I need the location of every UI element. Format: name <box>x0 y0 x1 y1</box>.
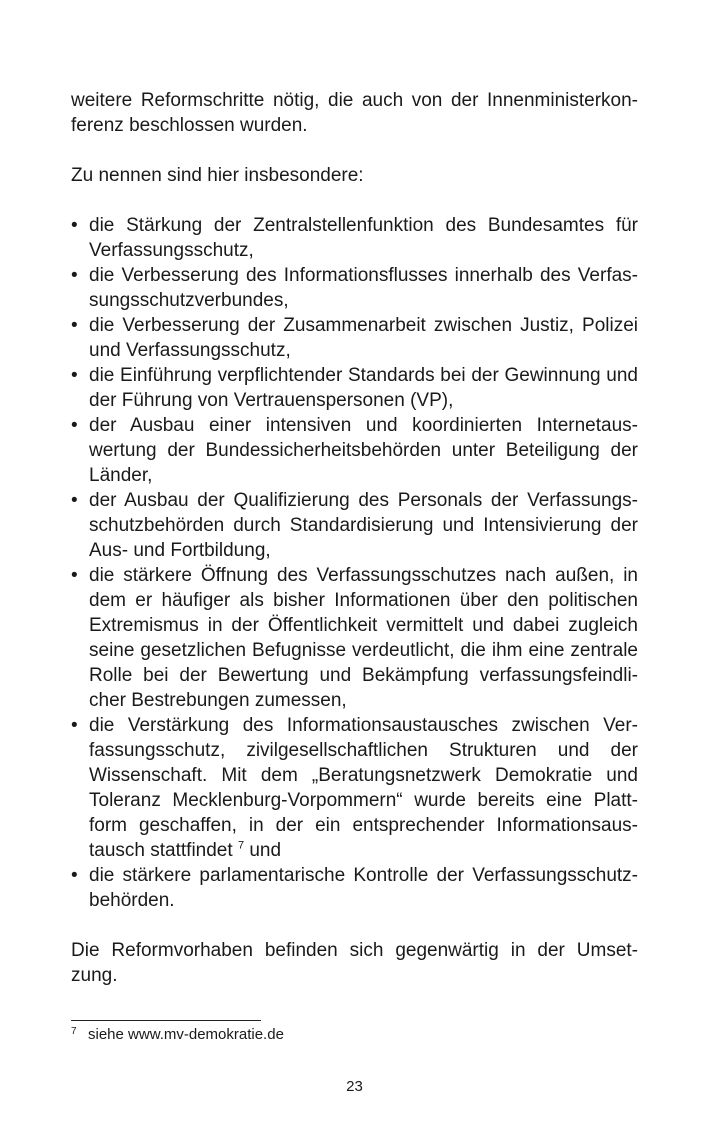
list-item <box>71 213 638 263</box>
page-number: 23 <box>346 1078 363 1095</box>
footnote-text: siehe www.mv-demokratie.de <box>88 1026 284 1043</box>
bullet-list <box>71 213 638 913</box>
paragraph-gap <box>71 138 638 163</box>
list-item-text: der Ausbau der Qualifizierung des Personals der Verfassungs-schutzbehörden durch Standardisierung und Intensivierung der Aus- und Fortbildung, <box>89 490 638 561</box>
bullet-marker: • <box>71 265 78 286</box>
list-item-text: die Einführung verpflichtender Standards bei der Gewinnung und der Führung von Vertrauenspersonen (VP), <box>89 365 638 411</box>
list-item-text: die Verbesserung der Zusammenarbeit zwischen Justiz, Polizei und Verfassungsschutz, <box>89 315 638 361</box>
list-item <box>71 363 638 413</box>
list-item <box>71 313 638 363</box>
footnote-divider <box>71 1020 261 1021</box>
list-item-text: die Verstärkung des Informationsaustausches zwischen Ver-fassungsschutz, zivilgesellschaftlichen Strukturen und der Wissenschaft. Mit dem „Beratungsnetzwerk Demokratie und Toleranz Mecklenburg-Vorpommern“ wurde bereits eine Platt-form geschaffen, in der ein entsprechender Informationsaus-tausch stattfindet <box>89 715 638 861</box>
footnote-number: 7 <box>71 1026 77 1037</box>
paragraph-gap <box>71 188 638 213</box>
list-item-text: die Verbesserung des Informationsflusses innerhalb des Verfas-sungsschutzverbundes, <box>89 265 638 311</box>
bullet-marker: • <box>71 565 78 586</box>
list-item-tail: und <box>244 840 282 861</box>
bullet-marker: • <box>71 215 78 236</box>
bullet-marker: • <box>71 315 78 336</box>
list-item <box>71 413 638 488</box>
list-item-text: die Stärkung der Zentralstellenfunktion des Bundesamtes für Verfassungsschutz, <box>89 215 638 261</box>
list-item <box>71 863 638 913</box>
bullet-marker: • <box>71 865 78 886</box>
footnote <box>71 1025 638 1045</box>
list-item <box>71 563 638 713</box>
lead-paragraph: Zu nennen sind hier insbesondere: <box>71 165 364 186</box>
footnote-reference: 7 <box>237 839 245 852</box>
closing-paragraph: Die Reformvorhaben befinden sich gegenwärtig in der Umset-zung. <box>71 940 638 986</box>
list-item <box>71 263 638 313</box>
list-item-text: der Ausbau einer intensiven und koordinierten Internetaus-wertung der Bundessicherheitsbehörden unter Beteiligung der Länder, <box>89 415 638 486</box>
bullet-marker: • <box>71 490 78 511</box>
list-item-text: die stärkere Öffnung des Verfassungsschutzes nach außen, in dem er häufiger als bisher Informationen über den politischen Extremismus in der Öffentlichkeit vermittelt und dabei zugleich seine gesetzlichen Befugnisse verdeutlicht, die ihm eine zentrale Rolle bei der Bewertung und Bekämpfung verfassungsfeindli-cher Bestrebungen zumessen, <box>89 565 638 711</box>
list-item-text: die stärkere parlamentarische Kontrolle der Verfassungsschutz-behörden. <box>89 865 638 911</box>
intro-paragraph: weitere Reformschritte nötig, die auch von der Innenministerkon-ferenz beschlossen wurden. <box>71 90 638 136</box>
bullet-marker: • <box>71 365 78 386</box>
bullet-marker: • <box>71 415 78 436</box>
list-item <box>71 713 638 863</box>
page-body <box>71 88 638 988</box>
paragraph-gap <box>71 913 638 938</box>
list-item <box>71 488 638 563</box>
bullet-marker: • <box>71 715 78 736</box>
